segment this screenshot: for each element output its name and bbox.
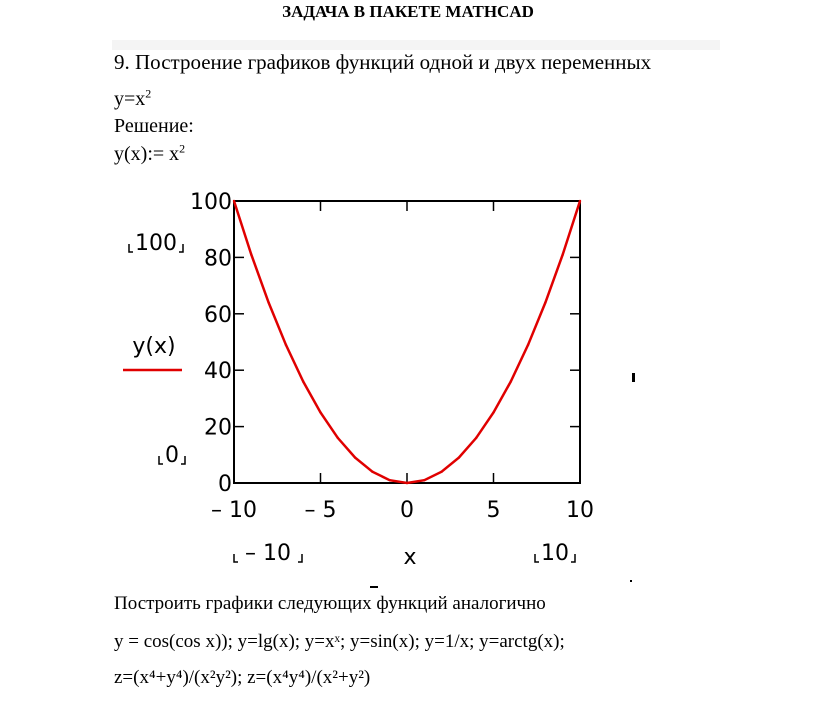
placeholder-corner-left (535, 554, 539, 562)
x-tick-label: – 10 (211, 498, 257, 523)
x-tick-label: 0 (400, 498, 414, 523)
data-point (458, 456, 460, 458)
data-point (319, 411, 321, 413)
data-point (510, 380, 512, 382)
placeholder-corner-right (298, 554, 302, 562)
data-point (337, 437, 339, 439)
exercise-functions-line2: z=(x⁴+y⁴)/(x²y²); z=(x⁴y⁴)/(x²+y²) (114, 667, 371, 688)
data-point (492, 411, 494, 413)
artifact-mark (632, 373, 635, 382)
y-tick-label: 40 (204, 359, 232, 385)
definition-lhs: y(x):= x (114, 143, 180, 165)
x-tick-label: 10 (566, 498, 594, 523)
function-lhs: y=x (114, 88, 146, 110)
x-max-label-group (535, 541, 575, 566)
document-title: ЗАДАЧА В ПАКЕТЕ MATHCAD (282, 2, 534, 21)
definition-exponent: 2 (179, 141, 186, 156)
data-point (267, 301, 269, 303)
data-point (475, 437, 477, 439)
y-max-label-group (129, 231, 183, 256)
data-point (371, 471, 373, 473)
y-axis-label: y(x) (132, 334, 176, 359)
solution-label: Решение: (114, 115, 194, 137)
data-point (423, 479, 425, 481)
data-point (440, 471, 442, 473)
placeholder-corner-left (129, 244, 133, 252)
y-tick-label: 60 (204, 302, 232, 328)
placeholder-corner-right (571, 554, 575, 562)
data-point (302, 380, 304, 382)
data-point (579, 200, 581, 202)
y-tick-label: 100 (190, 190, 232, 215)
data-point (562, 253, 564, 255)
x-axis-label: x (403, 545, 417, 570)
data-point (544, 301, 546, 303)
task-heading: 9. Построение графиков функций одной и двух переменных (114, 50, 652, 74)
exercise-functions-line1: y = cos(cos x)); y=lg(x); y=xˣ; y=sin(x); y=1/x; y=arctg(x); (114, 631, 565, 652)
data-point (233, 200, 235, 202)
y-min-label: 0 (165, 443, 179, 468)
x-min-label-group (234, 541, 302, 566)
artifact-mark (630, 580, 632, 582)
placeholder-corner-right (181, 456, 185, 464)
placeholder-corner-left (234, 554, 238, 562)
function-exponent: 2 (145, 86, 152, 101)
x-min-label: – 10 (245, 541, 291, 566)
placeholder-corner-right (179, 244, 183, 252)
range-labels (129, 231, 575, 570)
data-point (285, 344, 287, 346)
y-tick-label: 20 (204, 415, 232, 441)
data-point (354, 456, 356, 458)
legend (123, 334, 182, 370)
placeholder-corner-left (159, 456, 163, 464)
x-tick-label: 5 (486, 498, 501, 523)
series-layer (233, 200, 581, 484)
y-max-label: 100 (135, 231, 177, 256)
data-point (250, 253, 252, 255)
data-point (527, 344, 529, 346)
exercise-intro: Построить графики следующих функций аналогично (114, 593, 546, 614)
artifact-mark (370, 586, 378, 588)
data-point (389, 479, 391, 481)
y-tick-label: 0 (218, 472, 232, 497)
y-min-label-group (159, 443, 185, 468)
data-point (406, 482, 408, 484)
series-line-y-of-x (234, 201, 580, 483)
y-tick-label: 80 (204, 246, 232, 272)
x-tick-label: – 5 (304, 498, 337, 523)
x-max-label: 10 (541, 541, 569, 566)
tick-labels (190, 190, 594, 523)
